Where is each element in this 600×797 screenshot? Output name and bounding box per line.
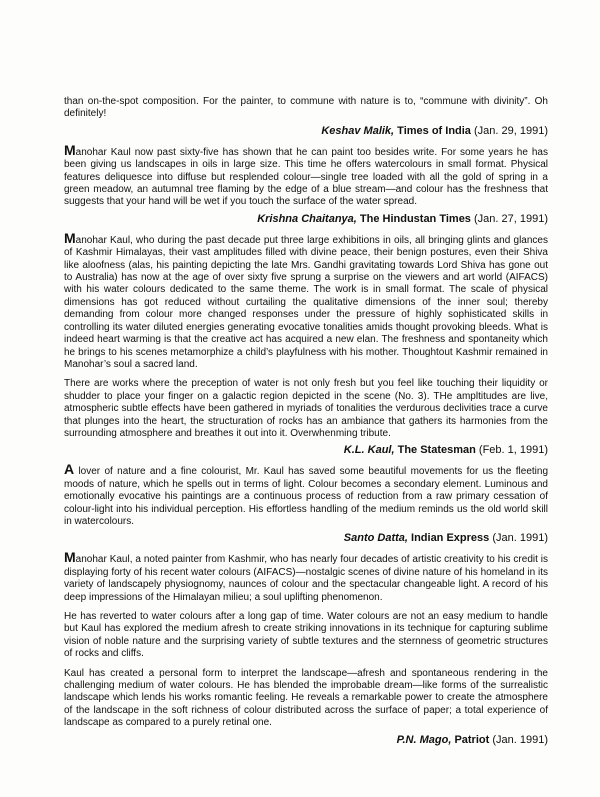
paragraph-8: Kaul has created a personal form to interpret the landscape—afresh and spontaneous rendering in the challenging medium of water colours. He has blended the improbable dream—like forms of the surrealistic landscape which lends his works romantic feeling. He reveals a remarkable power to create the atmosphere of the landscape in the soft richness of colour distributed across the surface of paper; a total experience of landscape as compared to a purely retinal one. <box>64 667 548 729</box>
drop-cap: M <box>64 549 76 566</box>
attribution-publication: Times of India <box>397 124 471 137</box>
attribution-author: Krishna Chaitanya, <box>257 212 357 225</box>
attribution-krishna-chaitanya <box>64 212 548 226</box>
paragraph-7: He has reverted to water colours after a long gap of time. Water colours are not an easy medium to handle but Kaul has explored the medium afresh to create striking innovations in its technique for capturing sublime vision of noble nature and the surprising variety of subtle textures and the sternness of geometric structures of rocks and cliffs. <box>64 611 548 660</box>
attribution-author: K.L. Kaul, <box>343 444 395 457</box>
attribution-date: (Jan. 1991) <box>492 733 548 746</box>
attribution-keshav-malik <box>64 124 548 138</box>
paragraph-5: A lover of nature and a fine colourist, Mr. Kaul has saved some beautiful movements for us the fleeting moods of nature, which he spells out in terms of light. Colour becomes a secondary element. Luminous and emotionally evocative his paintings are a continuous process of reduction from a raw primary cessation of colour-light into his individual perception. His effortless handling of the medium reminds us the old world skill in watercolours. <box>64 461 548 527</box>
attribution-santo-datta <box>64 531 548 545</box>
paragraph-2: Manohar Kaul now past sixty-five has shown that he can paint too besides write. For some years he has been giving us landscapes in oils in large size. This time he offers watercolours in small format. Physical features deliquesce into diffuse but resplended colour—single tree loaded with all the gold of spring in a green meadow, an autumnal tree flaming by the edge of a blue stream—and colour has the freshness that suggests that your hand will be wet if you touch the surface of the water spread. <box>64 141 548 208</box>
attribution-date: (Feb. 1, 1991) <box>478 444 548 457</box>
attribution-author: P.N. Mago, <box>396 733 452 746</box>
paragraph-3: Manohar Kaul, who during the past decade put three large exhibitions in oils, all bringing glints and glances of Kashmir Himalayas, their vast amplitudes filled with divine peace, their benign postures, even their Shiva like aloofness (alas, his painting depicting the late Mrs. Gandhi gravitating towards Lord Shiva has gone out to Australia) has now at the age of over sixty five sprung a surprise on the viewers and art world (AIFACS) with his water colours dedicated to the same theme. The work is in small format. The scale of physical dimensions has got reduced without curtailing the qualitative dimensions of the inner soul; thereby demanding from colour more changed responses under the pressure of highly sophisticated skills in controlling its water diluted energies generating evocative tonalities amids thought provoking bleeds. What is indeed heart warming is that the creative act has acquired a new elan. The freshness and spontaneity which he brings to his scenes metamorphize a child’s playfulness with his mother. Thoughtout Kashmir remained in Manohar’s soul a sacred land. <box>64 229 548 370</box>
paragraph-1: than on-the-spot composition. For the painter, to commune with nature is to, “commune with divinity”. Oh definitely! <box>64 96 548 120</box>
attribution-author: Santo Datta, <box>343 532 408 545</box>
attribution-publication: The Statesman <box>397 444 476 457</box>
paragraph-4: There are works where the preception of water is not only fresh but you feel like touching their liquidity or shudder to place your finger on a galactic region depicted in the scene (No. 3). THe ampltitudes are live, atmospheric subtle effects have been gathered in myriads of tonalities the verdurous declivities trace a curve that plunges into the heart, the structuration of rocks has an ambiance that gathers its harmonies from the surrounding atmosphere and breathes it out into it. Overwhenming tribute. <box>64 378 548 439</box>
attribution-publication: Indian Express <box>411 532 490 545</box>
paragraph-6: Manohar Kaul, a noted painter from Kashmir, who has nearly four decades of artistic creativity to his credit is displaying forty of his recent water colours (AIFACS)—nostalgic scenes of divine nature of his homeland in its variety of landscapely physiognomy, naunces of colour and the spectacular changeable light. A record of his deep impressions of the Himalayan milieu; a soul uplifting phenomenon. <box>64 549 548 603</box>
attribution-date: (Jan. 29, 1991) <box>474 124 548 137</box>
attribution-author: Keshav Malik, <box>321 124 395 137</box>
attribution-publication: Patriot <box>454 733 490 746</box>
attribution-pn-mago <box>64 733 548 747</box>
drop-cap: M <box>64 229 76 246</box>
drop-cap: A <box>64 461 75 478</box>
attribution-kl-kaul <box>64 443 548 457</box>
drop-cap: M <box>64 141 76 158</box>
attribution-date: (Jan. 1991) <box>492 532 548 545</box>
attribution-date: (Jan. 27, 1991) <box>474 212 548 225</box>
attribution-publication: The Hindustan Times <box>359 212 471 225</box>
